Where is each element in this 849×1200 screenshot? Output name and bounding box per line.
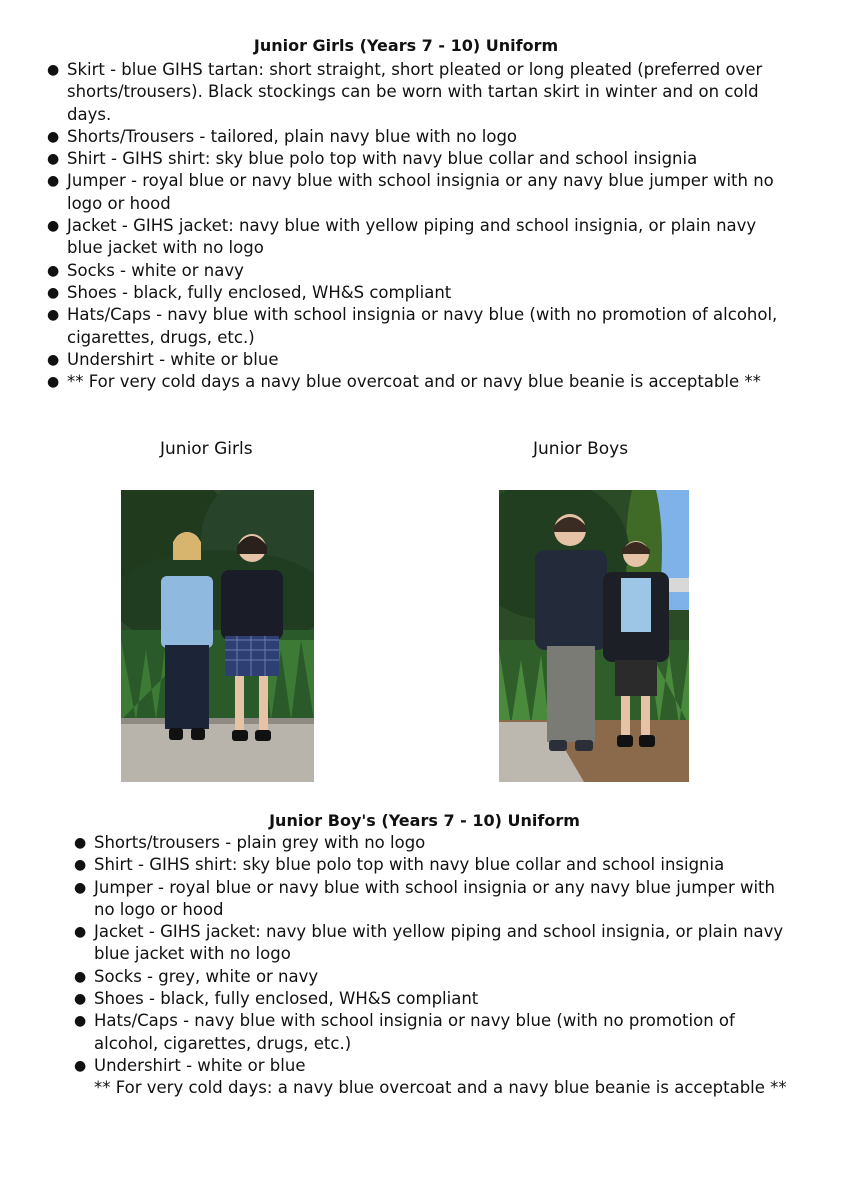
girls-uniform-list [47,59,787,393]
list-item: ● Socks - white or navy [67,260,787,282]
list-item: ● Shorts/trousers - plain grey with no logo [94,832,794,854]
list-item: ● Hats/Caps - navy blue with school insignia or navy blue (with no promotion of alcohol, cigarettes, drugs, etc.) [74,1011,735,1053]
list-item: ● Shirt - GIHS shirt: sky blue polo top with navy blue collar and school insignia [94,854,794,876]
list-item: ● Shoes - black, fully enclosed, WH&S compliant [67,282,787,304]
list-item: ● Hats/Caps - navy blue with school insignia or navy blue (with no promotion of alcohol, cigarettes, drugs, etc.) [47,305,778,347]
bullet-icon: ● [47,62,60,78]
bullet-icon: ● [74,879,87,896]
bullet-icon: ● [74,991,87,1008]
boys-photo-caption: Junior Boys [533,439,629,459]
bullet-icon: ● [47,307,60,324]
bullet-icon: ● [74,1057,87,1074]
list-item: ● Skirt - blue GIHS tartan: short straight, short pleated or long pleated (preferred over shorts/trousers). Black stockings can be worn with tartan skirt in winter and on cold days. [47,60,763,124]
list-item: ● Shoes - black, fully enclosed, WH&S compliant [94,988,794,1010]
bullet-icon: ● [47,262,60,279]
list-item: ● Shirt - GIHS shirt: sky blue polo top with navy blue collar and school insignia [67,148,787,170]
junior-boys-photo [499,490,689,782]
bullet-icon: ● [74,835,87,851]
list-item: ● Shorts/Trousers - tailored, plain navy blue with no logo [67,126,787,148]
bullet-icon: ● [47,151,60,168]
list-item: ● Socks - grey, white or navy [94,966,794,988]
list-item: ● Undershirt - white or blue [67,349,787,371]
list-item: ● Undershirt - white or blue [94,1055,794,1077]
bullet-icon: ● [47,374,60,391]
cold-weather-note: ** For very cold days: a navy blue overcoat and a navy blue beanie is acceptable ** [94,1078,787,1098]
bullet-icon: ● [47,173,60,190]
list-item: ● Jacket - GIHS jacket: navy blue with yellow piping and school insignia, or plain navy blue jacket with no logo [47,216,757,258]
bullet-icon: ● [74,968,87,985]
list-item: ● ** For very cold days a navy blue overcoat and or navy blue beanie is acceptable ** [67,371,787,393]
boys-uniform-heading: Junior Boy's (Years 7 - 10) Uniform [269,811,580,830]
girls-photo-caption: Junior Girls [160,439,253,459]
junior-girls-photo [121,490,314,782]
bullet-icon: ● [47,128,60,145]
girls-uniform-heading: Junior Girls (Years 7 - 10) Uniform [253,36,559,55]
bullet-icon: ● [47,218,60,235]
list-item: ● Jacket - GIHS jacket: navy blue with yellow piping and school insignia, or plain navy blue jacket with no logo [74,922,784,964]
bullet-icon: ● [74,1013,87,1030]
list-item: ● Jumper - royal blue or navy blue with school insignia or any navy blue jumper with no logo or hood [47,171,774,213]
list-item: ● Jumper - royal blue or navy blue with school insignia or any navy blue jumper with no logo or hood [74,877,775,919]
bullet-icon: ● [47,284,60,301]
bullet-icon: ● [74,857,87,874]
bullet-icon: ● [47,351,60,368]
bullet-icon: ● [74,924,87,941]
boys-uniform-list [74,832,794,1100]
